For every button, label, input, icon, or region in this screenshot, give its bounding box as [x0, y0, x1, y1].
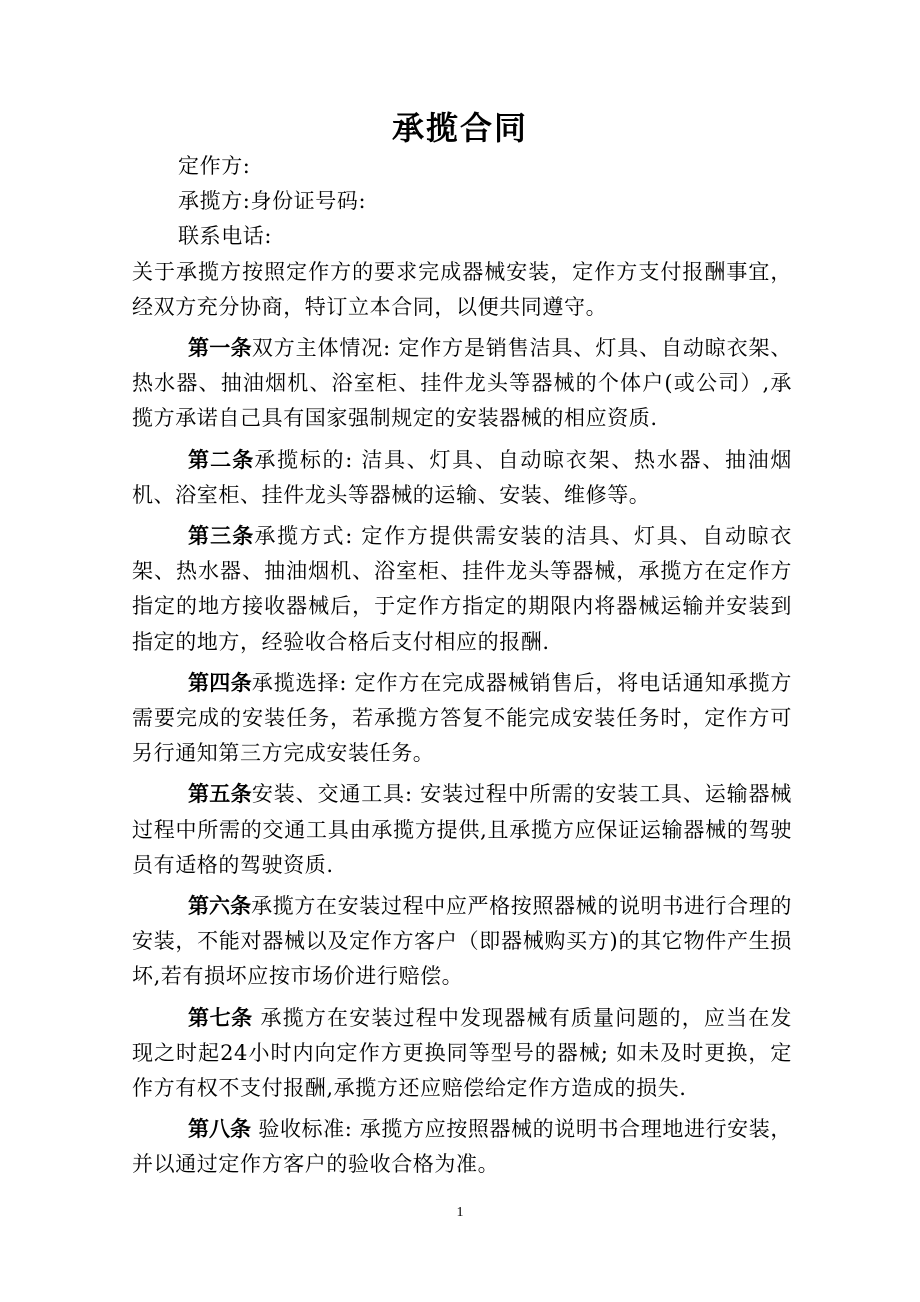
article-text: 承揽选择: 定作方在完成器械销售后，将电话通知承揽方需要完成的安装任务，若承揽方答复不能完成安装任务时，定作方可另行通知第三方完成安装任务。 [132, 670, 792, 766]
page-number: 1 [456, 1205, 464, 1220]
intro-paragraph: 关于承揽方按照定作方的要求完成器械安装，定作方支付报酬事宜，经双方充分协商，特订立本合同，以便共同遵守。 [132, 259, 792, 319]
article-number: 第三条 [188, 524, 255, 549]
article-text: 验收标准: 承揽方应按照器械的说明书合理地进行安装，并以通过定作方客户的验收合格为准。 [132, 1117, 793, 1177]
article-number: 第七条 [188, 1005, 253, 1030]
article-number: 第六条 [188, 894, 252, 919]
article-1 [132, 331, 792, 437]
article-number: 第五条 [188, 782, 252, 807]
article-text: 承揽方在安装过程中发现器械有质量问题的，应当在发现之时起24小时内向定作方更换同等型号的器械; 如未及时更换，定作方有权不支付报酬,承揽方还应赔偿给定作方造成的损失. [132, 1005, 792, 1101]
article-number: 第二条 [188, 447, 255, 472]
article-8 [132, 1112, 792, 1182]
article-text: 双方主体情况: 定作方是销售洁具、灯具、自动晾衣架、热水器、抽油烟机、浴室柜、挂件龙头等器械的个体户(或公司）,承揽方承诺自己具有国家强制规定的安装器械的相应资质. [132, 336, 792, 431]
article-text: 承揽标的: 洁具、灯具、自动晾衣架、热水器、抽油烟机、浴室柜、挂件龙头等器械的运输、安装、维修等。 [132, 447, 792, 507]
article-3 [132, 519, 792, 660]
article-text: 承揽方式: 定作方提供需安装的洁具、灯具、自动晾衣架、热水器、抽油烟机、浴室柜、挂件龙头等器械，承揽方在定作方指定的地方接收器械后，于定作方指定的期限内将器械运输并安装到指定的地方，经验收合格后支付相应的报酬. [132, 524, 792, 654]
party-contractor-id-line: 承揽方:身份证号码: [178, 189, 367, 214]
article-2 [132, 443, 792, 513]
contract-body [132, 149, 792, 1183]
article-number: 第一条 [188, 336, 252, 361]
contact-phone-line: 联系电话: [178, 224, 273, 249]
article-5 [132, 777, 792, 883]
article-number: 第八条 [188, 1117, 252, 1142]
article-text: 承揽方在安装过程中应严格按照器械的说明书进行合理的安装，不能对器械以及定作方客户（即器械购买方)的其它物件产生损坏,若有损坏应按市场价进行赔偿。 [132, 894, 793, 989]
party-commissioner-line: 定作方: [178, 154, 251, 178]
article-7 [132, 1001, 792, 1107]
article-text: 安装、交通工具: 安装过程中所需的安装工具、运输器械过程中所需的交通工具由承揽方提供,且承揽方应保证运输器械的驾驶员有适格的驾驶资质. [132, 782, 792, 877]
article-number: 第四条 [188, 670, 252, 695]
article-4 [132, 666, 792, 772]
page-title: 承揽合同 [391, 109, 528, 147]
article-6 [132, 889, 792, 995]
